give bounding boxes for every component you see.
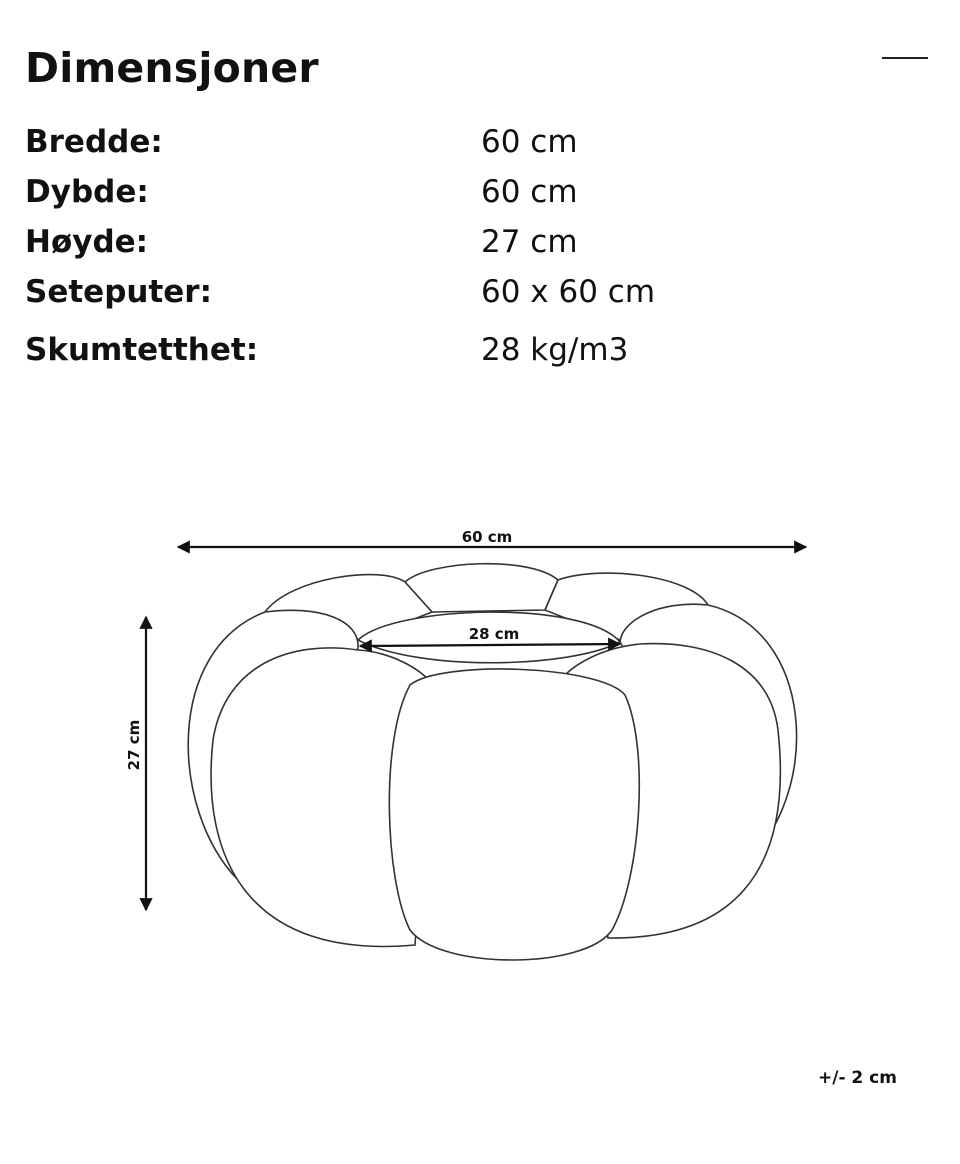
- width-label: 60 cm: [461, 528, 513, 546]
- spec-row-seat-cushions: [25, 270, 925, 314]
- collapse-button[interactable]: [876, 40, 936, 80]
- dimension-diagram: [0, 500, 960, 1120]
- spec-value: 60 cm: [481, 174, 578, 210]
- spec-row-height: [25, 220, 925, 264]
- spec-label: Høyde:: [25, 224, 149, 260]
- spec-row-width: [25, 120, 925, 164]
- height-label: 27 cm: [125, 719, 143, 771]
- spec-label: Dybde:: [25, 174, 149, 210]
- section-title: Dimensjoner: [25, 44, 319, 92]
- back-petal: [405, 564, 558, 612]
- minus-icon: [882, 57, 928, 59]
- pouf-outline: [188, 564, 796, 960]
- spec-row-foam-density: [25, 328, 925, 372]
- spec-label: Bredde:: [25, 124, 163, 160]
- tolerance-note: +/- 2 cm: [818, 1068, 897, 1088]
- spec-label: Seteputer:: [25, 274, 212, 310]
- seat-label: 28 cm: [468, 625, 520, 643]
- spec-value: 60 x 60 cm: [481, 274, 656, 310]
- spec-row-depth: [25, 170, 925, 214]
- spec-value: 27 cm: [481, 224, 578, 260]
- spec-value: 28 kg/m3: [481, 332, 629, 368]
- spec-value: 60 cm: [481, 124, 578, 160]
- front-petal-center: [389, 669, 639, 960]
- spec-label: Skumtetthet:: [25, 332, 259, 368]
